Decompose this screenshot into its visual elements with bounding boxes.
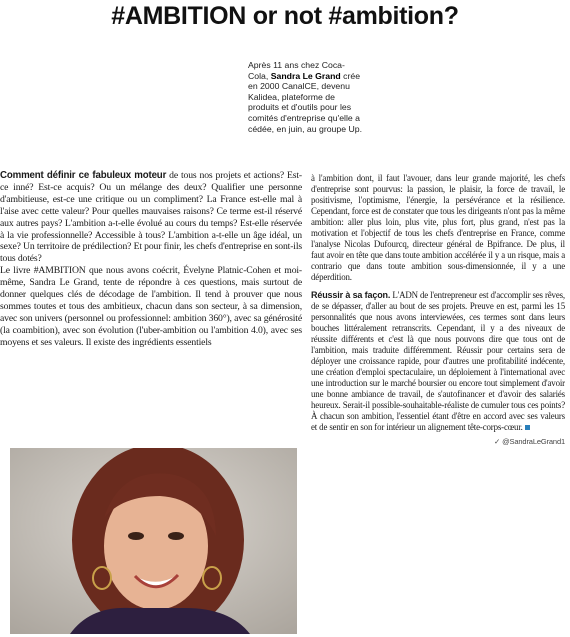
right-lead-in: Réussir à sa façon. [311, 290, 391, 300]
portrait-illustration [10, 448, 297, 634]
left-lead-in: Comment définir ce fabuleux moteur [0, 170, 167, 181]
right-column [311, 173, 565, 447]
right-paragraph-1: à l'ambition dont, il faut l'avouer, dans leur grande majorité, les chefs d'entreprise sont pourvus: la passion, le plaisir, la force de travail, le positivisme, l'optimisme, l'énergie, la persévérance et la résilience. Cependant, force est de constater que tous les dirigeants n'ont pas la même ambition: aller plus loin, plus vite, plus fort, plus grand, n'est pas la motivation et l'objectif de tous les chefs d'entreprise en France, comme l'analyse Nicolas Dufourcq, directeur général de Bpifrance. De plus, il faut avoir en tête que dans toute ambition accélérée il y a un risque, mais a contrario que dans toute ambition sous-dimensionnée, il y a une déperdition. [311, 173, 565, 282]
left-paragraph-1-text: de tous nos projets et actions? Est-ce inné? Est-ce acquis? Ou un mélange des deux? Qualifier une personne d'ambitieuse, est-ce une critique ou un compliment? La France est-elle mal à l'aise avec cette valeur? Pour quelles mauvaises raisons? Ce terme est-il réservé aux autres pays? L'ambition a-t-elle évolué au cours du temps? Est-elle réservée à la vie professionnelle? Accessible à tous? L'ambition a-t-elle un âge idéal, un sexe? Un territoire de prédilection? Et pour finir, les chefs d'entreprise en sont-ils tous dotés? [0, 170, 302, 265]
left-paragraph-2: Le livre #AMBITION que nous avons coécrit, Évelyne Platnic-Cohen et moi-même, Sandra Le Grand, tente de répondre à ces questions, mais surtout de donner quelques clés de décodage de l'ambition. Il tend à prouver que nous sommes toutes et tous des ambitieux, chacun dans son secteur, à sa dimension, avec son univers (personnel ou professionnel: ambition 360°), avec sa générosité (la coambition), avec son évolution (l'uber-ambition ou l'ambition 4.0), avec ses moyens et ses valeurs. Il existe des ingrédients essentiels [0, 265, 302, 348]
signature-handle: @SandraLeGrand1 [502, 437, 565, 446]
article-title: #AMBITION or not #ambition? [111, 2, 459, 30]
author-name: Sandra Le Grand [270, 70, 341, 81]
author-signature [311, 436, 565, 447]
left-column [0, 170, 302, 349]
end-mark-icon [525, 425, 530, 430]
left-paragraph-1 [0, 170, 302, 265]
author-photo [10, 448, 297, 634]
right-paragraph-2 [311, 290, 565, 433]
author-intro [248, 60, 364, 134]
right-paragraph-2-text: L'ADN de l'entrepreneur est d'accomplir ses rêves, de se dépasser, d'aller au bout de ses projets. Preuve en est, parmi les 15 personnalités que nous avons interviewées, ces termes sont dans leurs bouches littéralement retranscrits. Cependant, il y a des niveaux de réussite différents et c'est là que nous pouvons dire que tous ont de l'ambition, mais traduite différemment. Réussir pour certains sera de déployer une croissance rapide, pour d'autres une profitabilité indécente, une création d'emploi spectaculaire, un déploiement à l'international avec une introduction sur le marché boursier ou encore tout simplement d'avoir une bonne ambiance de travail, de s'autofinancer et d'avoir des salariés heureux. Serait-il possible-souhaitable-réaliste de cumuler tous ces points? À chacun son ambition, l'essentiel étant d'être en accord avec ses valeurs et de sentir en son for intérieur un alignement tête-corps-cœur. [311, 290, 565, 432]
intro-text-end: crée en 2000 CanalCE, devenu Kalidea, plateforme de produits et d'outils pour les comités d'entreprise qu'elle a cédée, en juin, au groupe Up. [248, 70, 362, 134]
twitter-icon: ✓ [494, 437, 501, 446]
intro-text-start: Après 11 ans chez Coca-Cola, [248, 60, 345, 81]
